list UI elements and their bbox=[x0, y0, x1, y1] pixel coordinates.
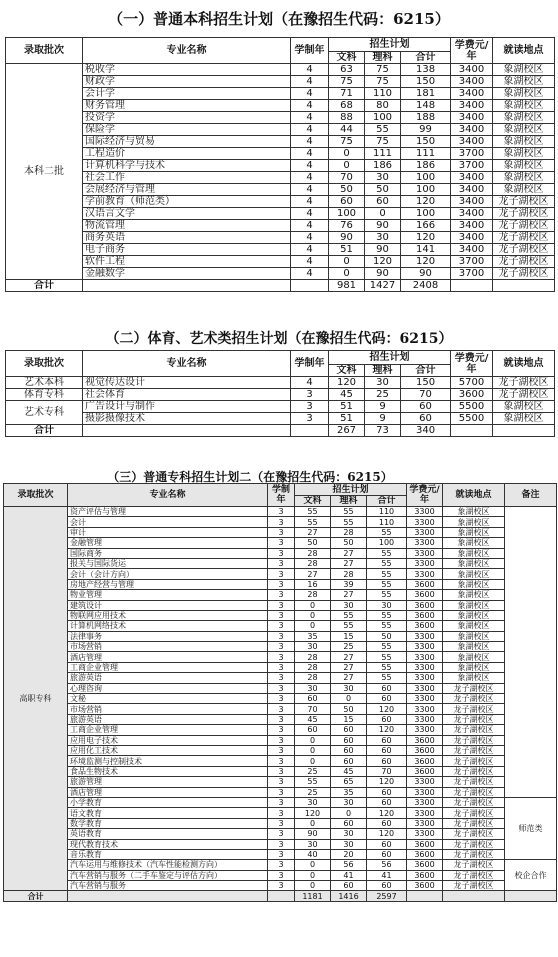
col-arts: 文科 bbox=[295, 496, 331, 507]
major-name: 旅游英语 bbox=[68, 714, 268, 724]
table-row: 物联网应用技术 3 0 55 55 3600 象湖校区 bbox=[4, 610, 557, 620]
major-name: 计算机网络技术 bbox=[68, 621, 268, 631]
table-row: 环境监测与控制技术 3 0 60 60 3600 龙子湖校区 bbox=[4, 756, 557, 766]
major-name: 英语教育 bbox=[68, 829, 268, 839]
major-name: 保险学 bbox=[83, 124, 291, 136]
col-sci: 理科 bbox=[365, 52, 401, 64]
table-row: 应用电子技术 3 0 60 60 3600 龙子湖校区 bbox=[4, 735, 557, 745]
table-row: 英语教育 3 90 30 120 3300 龙子湖校区 bbox=[4, 829, 557, 839]
major-name: 物联网应用技术 bbox=[68, 610, 268, 620]
major-name: 会计学 bbox=[83, 88, 291, 100]
col-plan: 招生计划 bbox=[295, 484, 407, 496]
note-coop: 校企合作 bbox=[505, 860, 557, 891]
col-major: 专业名称 bbox=[68, 484, 268, 507]
total-label: 合计 bbox=[6, 280, 83, 292]
table-row: 应用化工技术 3 0 60 60 3600 龙子湖校区 bbox=[4, 745, 557, 755]
major-name: 建筑设计 bbox=[68, 600, 268, 610]
major-name: 财政学 bbox=[83, 76, 291, 88]
col-fee: 学费元/年 bbox=[407, 484, 443, 507]
table-row: 软件工程 4 0 120 120 3700 龙子湖校区 bbox=[6, 256, 555, 268]
table-row: 学前教育（师范类） 4 60 60 120 3400 龙子湖校区 bbox=[6, 196, 555, 208]
major-name: 报关与国际货运 bbox=[68, 558, 268, 568]
table-row: 报关与国际货运 3 28 27 55 3300 象湖校区 bbox=[4, 558, 557, 568]
major-name: 酒店管理 bbox=[68, 652, 268, 662]
major-name: 汽车运用与维修技术（汽车性能检测方向） bbox=[68, 860, 268, 870]
undergrad-plan-table bbox=[5, 37, 555, 292]
table-header-row bbox=[6, 38, 555, 52]
major-name: 物流管理 bbox=[83, 220, 291, 232]
section3-title: （三）普通专科招生计划二（在豫招生代码：6215） bbox=[107, 470, 393, 484]
major-name: 会计 bbox=[68, 517, 268, 527]
col-sci: 理科 bbox=[365, 365, 401, 377]
table-row: 会计（会计方向） 3 27 28 55 3300 象湖校区 bbox=[4, 569, 557, 579]
major-name: 审计 bbox=[68, 527, 268, 537]
col-sci: 理科 bbox=[331, 496, 367, 507]
major-name: 商务英语 bbox=[83, 232, 291, 244]
major-name: 汽车营销与服务（二手车鉴定与评估方向） bbox=[68, 870, 268, 880]
table-row: 工商企业管理 3 28 27 55 3300 象湖校区 bbox=[4, 662, 557, 672]
table-row: 国际经济与贸易 4 75 75 150 3400 象湖校区 bbox=[6, 136, 555, 148]
table-row: 语文教育 3 120 0 120 3300 龙子湖校区 bbox=[4, 808, 557, 818]
col-major: 专业名称 bbox=[83, 38, 291, 64]
table-row: 工程造价 4 0 111 111 3700 象湖校区 bbox=[6, 148, 555, 160]
table-row: 财政学 4 75 75 150 3400 象湖校区 bbox=[6, 76, 555, 88]
table-row: 金融管理 3 50 50 100 3300 象湖校区 bbox=[4, 538, 557, 548]
col-major: 专业名称 bbox=[83, 351, 291, 377]
table-row: 高职专科 资产评估与管理 3 55 55 110 3300 象湖校区 bbox=[4, 507, 557, 517]
major-name: 汉语言文学 bbox=[83, 208, 291, 220]
major-name: 酒店管理 bbox=[68, 787, 268, 797]
table-row: 旅游英语 3 28 27 55 3300 象湖校区 bbox=[4, 673, 557, 683]
col-batch: 录取批次 bbox=[4, 484, 68, 507]
total-arts: 981 bbox=[329, 280, 365, 292]
major-name: 税收学 bbox=[83, 64, 291, 76]
table-row: 国际商务 3 28 27 55 3300 象湖校区 bbox=[4, 548, 557, 558]
table-row: 汽车营销与服务（二手车鉴定与评估方向） 3 0 41 41 3600 龙子湖校区 bbox=[4, 870, 557, 880]
section1-title: （一）普通本科招生计划（在豫招生代码：6215） bbox=[108, 10, 450, 28]
table-row: 物业管理 3 28 27 55 3600 象湖校区 bbox=[4, 590, 557, 600]
major-name: 文秘 bbox=[68, 694, 268, 704]
table-row: 现代教育技术 3 30 30 60 3600 龙子湖校区 bbox=[4, 839, 557, 849]
table-row: 旅游管理 3 55 65 120 3300 龙子湖校区 bbox=[4, 777, 557, 787]
col-batch: 录取批次 bbox=[6, 351, 83, 377]
note-cell bbox=[505, 507, 557, 798]
table-row: 财务管理 4 68 80 148 3400 象湖校区 bbox=[6, 100, 555, 112]
table-row: 艺术专科 广告设计与制作 3 51 9 60 5500 象湖校区 bbox=[6, 401, 555, 413]
major-name: 汽车营销与服务 bbox=[68, 881, 268, 891]
table-row: 会计学 4 71 110 181 3400 象湖校区 bbox=[6, 88, 555, 100]
table-row: 艺术本科 视觉传达设计 4 120 30 150 5700 龙子湖校区 bbox=[6, 377, 555, 389]
major-name: 投资学 bbox=[83, 112, 291, 124]
table-row: 建筑设计 3 0 30 30 3600 象湖校区 bbox=[4, 600, 557, 610]
major-name: 金融数学 bbox=[83, 268, 291, 280]
table-row: 摄影摄像技术 3 51 9 60 5500 象湖校区 bbox=[6, 413, 555, 425]
major-name: 小学教育 bbox=[68, 797, 268, 807]
col-total: 合计 bbox=[401, 365, 451, 377]
table-row: 物流管理 4 76 90 166 3400 龙子湖校区 bbox=[6, 220, 555, 232]
table-row: 体育专科 社会体育 3 45 25 70 3600 龙子湖校区 bbox=[6, 389, 555, 401]
table-row: 文秘 3 60 0 60 3300 龙子湖校区 bbox=[4, 694, 557, 704]
col-fee: 学费元/年 bbox=[451, 38, 493, 64]
major-name: 语文教育 bbox=[68, 808, 268, 818]
total-all: 2408 bbox=[401, 280, 451, 292]
major-name: 国际商务 bbox=[68, 548, 268, 558]
total-label: 合计 bbox=[6, 425, 83, 437]
col-arts: 文科 bbox=[329, 52, 365, 64]
table-row: 汽车运用与维修技术（汽车性能检测方向） 3 0 56 56 3600 龙子湖校区 校企合作 bbox=[4, 860, 557, 870]
arts-sports-plan-table bbox=[5, 350, 555, 437]
col-total: 合计 bbox=[401, 52, 451, 64]
table-row: 市场营销 3 70 50 120 3300 龙子湖校区 bbox=[4, 704, 557, 714]
major-name: 金融管理 bbox=[68, 538, 268, 548]
table-row: 本科二批 税收学 4 63 75 138 3400 象湖校区 bbox=[6, 64, 555, 76]
table-row: 音乐教育 3 40 20 60 3600 龙子湖校区 bbox=[4, 849, 557, 859]
table-row: 电子商务 4 51 90 141 3400 龙子湖校区 bbox=[6, 244, 555, 256]
table-row: 会展经济与管理 4 50 50 100 3400 象湖校区 bbox=[6, 184, 555, 196]
major-name: 音乐教育 bbox=[68, 849, 268, 859]
total-label: 合计 bbox=[4, 891, 68, 901]
col-total: 合计 bbox=[367, 496, 407, 507]
major-name: 物业管理 bbox=[68, 590, 268, 600]
table-row: 食品生物技术 3 25 45 70 3600 龙子湖校区 bbox=[4, 766, 557, 776]
col-fee: 学费元/年 bbox=[451, 351, 493, 377]
major-name: 应用电子技术 bbox=[68, 735, 268, 745]
col-plan: 招生计划 bbox=[329, 351, 451, 365]
col-campus: 就读地点 bbox=[493, 38, 555, 64]
total-row: 合计 267 73 340 bbox=[6, 425, 555, 437]
table-row: 汽车营销与服务 3 0 60 60 3600 龙子湖校区 bbox=[4, 881, 557, 891]
table-row: 商务英语 4 90 30 120 3400 龙子湖校区 bbox=[6, 232, 555, 244]
table-row: 计算机网络技术 3 0 55 55 3600 象湖校区 bbox=[4, 621, 557, 631]
table-row: 房地产经营与管理 3 16 39 55 3600 象湖校区 bbox=[4, 579, 557, 589]
table-row: 数学教育 3 0 60 60 3300 龙子湖校区 bbox=[4, 818, 557, 828]
col-campus: 就读地点 bbox=[493, 351, 555, 377]
major-name: 环境监测与控制技术 bbox=[68, 756, 268, 766]
major-name: 国际经济与贸易 bbox=[83, 136, 291, 148]
major-name: 房地产经营与管理 bbox=[68, 579, 268, 589]
table-row: 会计 3 55 55 110 3300 象湖校区 bbox=[4, 517, 557, 527]
table-row: 市场营销 3 30 25 55 3300 象湖校区 bbox=[4, 642, 557, 652]
table-row: 金融数学 4 0 90 90 3700 龙子湖校区 bbox=[6, 268, 555, 280]
col-batch: 录取批次 bbox=[6, 38, 83, 64]
batch-cell: 本科二批 bbox=[6, 64, 83, 280]
total-row: 合计 1181 1416 2597 bbox=[4, 891, 557, 901]
major-name: 资产评估与管理 bbox=[68, 507, 268, 517]
note-teacher: 师范类 bbox=[505, 797, 557, 859]
major-name: 电子商务 bbox=[83, 244, 291, 256]
total-sci: 1427 bbox=[365, 280, 401, 292]
table-row: 酒店管理 3 25 35 60 3300 龙子湖校区 bbox=[4, 787, 557, 797]
major-name: 工程造价 bbox=[83, 148, 291, 160]
major-name: 旅游英语 bbox=[68, 673, 268, 683]
col-note: 备注 bbox=[505, 484, 557, 507]
major-name: 软件工程 bbox=[83, 256, 291, 268]
major-name: 旅游管理 bbox=[68, 777, 268, 787]
col-years: 学制年 bbox=[291, 351, 329, 377]
major-name: 会计（会计方向） bbox=[68, 569, 268, 579]
table-row: 法律事务 3 35 15 50 3300 象湖校区 bbox=[4, 631, 557, 641]
table-row: 心理咨询 3 30 30 60 3300 龙子湖校区 bbox=[4, 683, 557, 693]
batch-cell: 高职专科 bbox=[4, 507, 68, 891]
table-row: 保险学 4 44 55 99 3400 象湖校区 bbox=[6, 124, 555, 136]
col-years: 学制年 bbox=[268, 484, 295, 507]
major-name: 数学教育 bbox=[68, 818, 268, 828]
section2-title: （二）体育、艺术类招生计划（在豫招生代码：6215） bbox=[105, 331, 453, 347]
table-row: 社会工作 4 70 30 100 3400 象湖校区 bbox=[6, 172, 555, 184]
table-row: 酒店管理 3 28 27 55 3300 象湖校区 bbox=[4, 652, 557, 662]
major-name: 会展经济与管理 bbox=[83, 184, 291, 196]
table-row: 计算机科学与技术 4 0 186 186 3700 象湖校区 bbox=[6, 160, 555, 172]
major-name: 计算机科学与技术 bbox=[83, 160, 291, 172]
major-name: 市场营销 bbox=[68, 704, 268, 714]
major-name: 法律事务 bbox=[68, 631, 268, 641]
col-years: 学制年 bbox=[291, 38, 329, 64]
table-row: 小学教育 3 30 30 60 3300 龙子湖校区 师范类 bbox=[4, 797, 557, 807]
major-name: 社会工作 bbox=[83, 172, 291, 184]
major-name: 心理咨询 bbox=[68, 683, 268, 693]
table-row: 工商企业管理 3 60 60 120 3300 龙子湖校区 bbox=[4, 725, 557, 735]
table-row: 审计 3 27 28 55 3300 象湖校区 bbox=[4, 527, 557, 537]
col-plan: 招生计划 bbox=[329, 38, 451, 52]
total-row bbox=[6, 280, 555, 292]
major-name: 学前教育（师范类） bbox=[83, 196, 291, 208]
table-row: 汉语言文学 4 100 0 100 3400 龙子湖校区 bbox=[6, 208, 555, 220]
major-name: 财务管理 bbox=[83, 100, 291, 112]
table-row: 投资学 4 88 100 188 3400 象湖校区 bbox=[6, 112, 555, 124]
major-name: 现代教育技术 bbox=[68, 839, 268, 849]
major-name: 应用化工技术 bbox=[68, 745, 268, 755]
table-row: 旅游英语 3 45 15 60 3300 龙子湖校区 bbox=[4, 714, 557, 724]
major-name: 市场营销 bbox=[68, 642, 268, 652]
col-arts: 文科 bbox=[329, 365, 365, 377]
vocational-plan-table bbox=[3, 483, 557, 902]
major-name: 工商企业管理 bbox=[68, 662, 268, 672]
major-name: 工商企业管理 bbox=[68, 725, 268, 735]
col-campus: 就读地点 bbox=[443, 484, 505, 507]
major-name: 食品生物技术 bbox=[68, 766, 268, 776]
